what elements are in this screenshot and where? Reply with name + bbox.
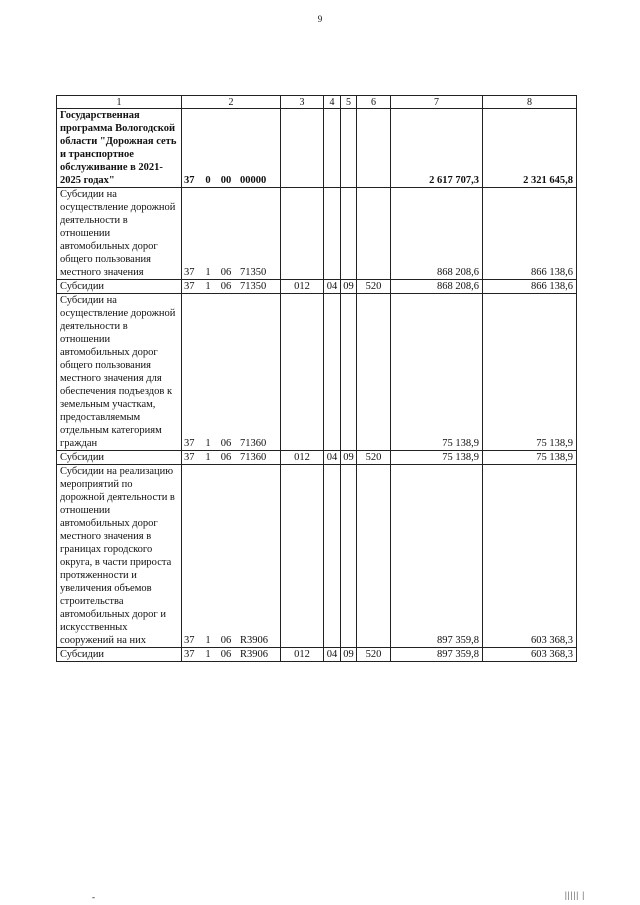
row-name: Субсидии	[57, 451, 182, 465]
program-code	[182, 451, 281, 465]
code-part-2: 0	[205, 175, 211, 186]
expense-type-code	[357, 294, 391, 451]
table-row	[57, 188, 577, 280]
subsection-code	[341, 188, 357, 280]
code-part-1: 37	[184, 267, 195, 278]
code-part-2: 1	[205, 635, 211, 646]
column-header-8: 8	[483, 96, 577, 109]
section-code: 04	[324, 648, 341, 662]
table-row	[57, 280, 577, 294]
expense-type-code	[357, 109, 391, 188]
table-row	[57, 109, 577, 188]
subsection-code	[341, 465, 357, 648]
subsection-code	[341, 294, 357, 451]
table-row	[57, 648, 577, 662]
column-header-5: 5	[341, 96, 357, 109]
code-part-4: 71350	[240, 267, 267, 278]
ministry-code: 012	[281, 280, 324, 294]
code-part-3: 06	[220, 281, 232, 292]
amount-col-8: 866 138,6	[483, 188, 577, 280]
row-name: Субсидии на осуществление дорожной деятельности в отношении автомобильных дорог общего пользования местного значения	[57, 188, 182, 280]
code-part-1: 37	[184, 175, 195, 186]
program-code	[182, 648, 281, 662]
code-part-4: 71360	[240, 452, 267, 463]
section-code: 04	[324, 280, 341, 294]
amount-col-8: 75 138,9	[483, 294, 577, 451]
ministry-code	[281, 109, 324, 188]
expense-type-code	[357, 188, 391, 280]
column-header-1: 1	[57, 96, 182, 109]
amount-col-8: 603 368,3	[483, 648, 577, 662]
subsection-code: 09	[341, 451, 357, 465]
amount-col-7: 2 617 707,3	[391, 109, 483, 188]
code-part-4: 00000	[240, 175, 267, 186]
header-row	[57, 96, 577, 109]
program-code	[182, 465, 281, 648]
table-row	[57, 451, 577, 465]
code-part-1: 37	[184, 438, 195, 449]
expense-type-code	[357, 465, 391, 648]
expense-type-code: 520	[357, 280, 391, 294]
code-part-2: 1	[205, 438, 211, 449]
code-part-3: 06	[220, 267, 232, 278]
amount-col-8: 866 138,6	[483, 280, 577, 294]
code-part-1: 37	[184, 452, 195, 463]
column-header-7: 7	[391, 96, 483, 109]
row-name: Субсидии	[57, 280, 182, 294]
column-header-6: 6	[357, 96, 391, 109]
expense-type-code: 520	[357, 648, 391, 662]
amount-col-7: 75 138,9	[391, 294, 483, 451]
expense-type-code: 520	[357, 451, 391, 465]
ministry-code: 012	[281, 648, 324, 662]
code-part-2: 1	[205, 267, 211, 278]
program-code	[182, 294, 281, 451]
budget-table	[56, 95, 577, 662]
table-row	[57, 294, 577, 451]
program-code	[182, 109, 281, 188]
code-part-4: R3906	[240, 649, 269, 660]
footer-left-mark: -	[92, 892, 95, 902]
amount-col-8: 2 321 645,8	[483, 109, 577, 188]
code-part-4: 71360	[240, 438, 267, 449]
table-body	[57, 109, 577, 662]
amount-col-7: 897 359,8	[391, 648, 483, 662]
code-part-1: 37	[184, 649, 195, 660]
amount-col-8: 75 138,9	[483, 451, 577, 465]
program-code	[182, 280, 281, 294]
code-part-1: 37	[184, 635, 195, 646]
row-name: Субсидии	[57, 648, 182, 662]
subsection-code: 09	[341, 280, 357, 294]
code-part-2: 1	[205, 281, 211, 292]
row-name: Субсидии на осуществление дорожной деятельности в отношении автомобильных дорог общего пользования местного значения для обеспечения подъездов к земельным участкам, предоставляемым отдельным категориям граждан	[57, 294, 182, 451]
amount-col-7: 897 359,8	[391, 465, 483, 648]
code-part-3: 06	[220, 452, 232, 463]
code-part-2: 1	[205, 649, 211, 660]
ministry-code: 012	[281, 451, 324, 465]
ministry-code	[281, 294, 324, 451]
column-header-4: 4	[324, 96, 341, 109]
amount-col-7: 75 138,9	[391, 451, 483, 465]
column-header-2: 2	[182, 96, 281, 109]
code-part-4: 71350	[240, 281, 267, 292]
program-code	[182, 188, 281, 280]
subsection-code	[341, 109, 357, 188]
footer-barcode-mark: ||||| |	[565, 890, 586, 900]
section-code	[324, 188, 341, 280]
amount-col-7: 868 208,6	[391, 188, 483, 280]
code-part-3: 00	[220, 175, 232, 186]
section-code	[324, 294, 341, 451]
amount-col-8: 603 368,3	[483, 465, 577, 648]
section-code	[324, 109, 341, 188]
section-code: 04	[324, 451, 341, 465]
column-header-3: 3	[281, 96, 324, 109]
ministry-code	[281, 188, 324, 280]
subsection-code: 09	[341, 648, 357, 662]
row-name: Государственная программа Вологодской области "Дорожная сеть и транспортное обслуживание в 2021-2025 годах"	[57, 109, 182, 188]
row-name: Субсидии на реализацию мероприятий по дорожной деятельности в отношении автомобильных дорог местного значения в границах городского округа, в части прироста протяженности и увеличения объемов строительства автомобильных дорог и искусственных сооружений на них	[57, 465, 182, 648]
table-row	[57, 465, 577, 648]
amount-col-7: 868 208,6	[391, 280, 483, 294]
code-part-1: 37	[184, 281, 195, 292]
page-number: 9	[317, 14, 323, 24]
code-part-2: 1	[205, 452, 211, 463]
code-part-4: R3906	[240, 635, 269, 646]
code-part-3: 06	[220, 635, 232, 646]
section-code	[324, 465, 341, 648]
ministry-code	[281, 465, 324, 648]
code-part-3: 06	[220, 438, 232, 449]
code-part-3: 06	[220, 649, 232, 660]
